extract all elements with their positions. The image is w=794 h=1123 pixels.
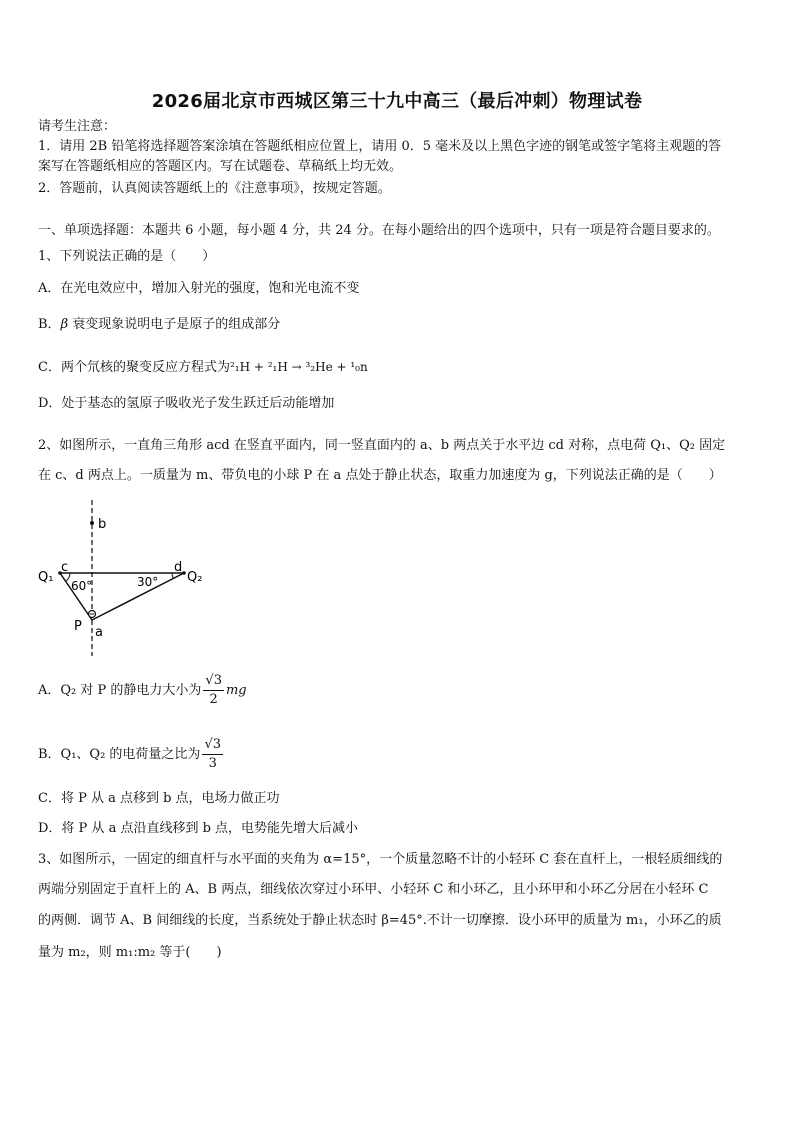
notice-item-1-line-1: 1．请用 2B 铅笔将选择题答案涂填在答题纸相应位置上，请用 0．5 毫米及以上黑色字迹的钢笔或签字笔将主观题的答: [38, 139, 722, 154]
q2-option-b-denominator: 3: [208, 756, 217, 771]
q3-line-2: 两端分别固定于直杆上的 A、B 两点，细线依次穿过小环甲、小轻环 C 和小环乙，且小环甲和小环乙分居在小轻环 C: [38, 882, 709, 897]
q1-option-b: [38, 316, 280, 334]
q1-option-a: A．在光电效应中，增加入射光的强度，饱和光电流不变: [38, 281, 360, 296]
q2-stem-line-2: 在 c、d 两点上。一质量为 m、带负电的小球 P 在 a 点处于静止状态，取重力加速度为 g，下列说法正确的是（ ）: [38, 468, 722, 483]
q1-stem: 1、下列说法正确的是（ ）: [38, 249, 216, 264]
label-a: a: [95, 625, 103, 640]
q1-option-b-prefix: B．: [38, 317, 61, 332]
label-d: d: [174, 560, 183, 575]
label-b: b: [98, 517, 107, 532]
angle-label-c: 60°: [71, 579, 93, 593]
page-title: 2026届北京市西城区第三十九中高三（最后冲刺）物理试卷: [151, 91, 643, 112]
q1-option-d: D．处于基态的氢原子吸收光子发生跃迁后动能增加: [38, 396, 335, 411]
q2-option-c: C．将 P 从 a 点移到 b 点，电场力做正功: [38, 791, 280, 806]
label-q1: Q₁: [38, 570, 54, 585]
q3-line-3: 的两侧．调节 A、B 间细线的长度，当系统处于静止状态时 β=45°.不计一切摩擦．设小环甲的质量为 m₁，小环乙的质: [38, 913, 722, 928]
q2-option-b: [38, 736, 225, 773]
q2-option-a-denominator: 2: [209, 692, 218, 707]
q2-stem-line-1: 2、如图所示，一直角三角形 acd 在竖直平面内，同一竖直面内的 a、b 两点关于水平边 cd 对称，点电荷 Q₁、Q₂ 固定: [38, 438, 726, 453]
label-p: P: [74, 619, 82, 634]
q1-option-c: [38, 358, 368, 377]
q2-option-b-numerator: √3: [202, 736, 223, 755]
charge-q2-dot: [182, 571, 186, 575]
q2-option-a-suffix: mg: [225, 683, 247, 698]
q2-option-a-fraction: [203, 672, 224, 709]
point-b: [90, 521, 94, 525]
q2-option-a: [38, 672, 247, 709]
angle-label-d: 30°: [137, 575, 159, 589]
notice-item-2: 2．答题前，认真阅读答题纸上的《注意事项》，按规定答题。: [38, 181, 391, 196]
q3-line-1: 3、如图所示，一固定的细直杆与水平面的夹角为 α=15°，一个质量忽略不计的小轻环 C 套在直杆上，一根轻质细线的: [38, 852, 723, 867]
q1-option-c-text: C．两个氘核的聚变反应方程式为: [38, 360, 230, 375]
label-c: c: [61, 560, 69, 575]
q1-option-b-text: 衰变现象说明电子是原子的组成部分: [68, 317, 281, 332]
q2-figure: [34, 498, 214, 658]
q2-option-a-prefix: A．Q₂ 对 P 的静电力大小为: [38, 683, 202, 698]
label-q2: Q₂: [187, 570, 203, 585]
notice-heading: 请考生注意：: [38, 119, 117, 134]
q2-option-b-fraction: [202, 736, 223, 773]
q2-option-d: D．将 P 从 a 点沿直线移到 b 点，电势能先增大后减小: [38, 821, 359, 836]
q2-option-b-prefix: B．Q₁、Q₂ 的电荷量之比为: [38, 747, 201, 762]
section-heading: 一、单项选择题：本题共 6 小题，每小题 4 分，共 24 分。在每小题给出的四个选项中，只有一项是符合题目要求的。: [38, 223, 720, 238]
fusion-equation: ²₁H + ²₁H → ³₂He + ¹₀n: [229, 360, 368, 374]
q2-option-a-numerator: √3: [203, 672, 224, 691]
notice-item-1-line-2: 案写在答题纸相应的答题区内。写在试题卷、草稿纸上均无效。: [38, 159, 403, 174]
beta-symbol: β: [60, 317, 69, 332]
q3-line-4: 量为 m₂，则 m₁:m₂ 等于( ): [38, 945, 222, 960]
